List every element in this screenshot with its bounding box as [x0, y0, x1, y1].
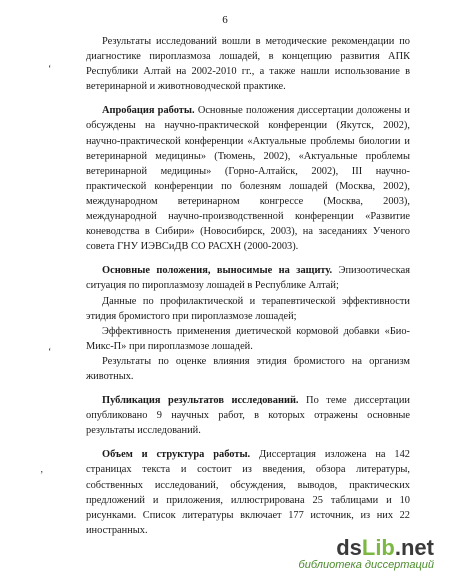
page-number: 6: [222, 14, 228, 26]
margin-mark-1: ‘: [48, 64, 52, 75]
paragraph-impact: Результаты по оценке влияния этидия бромистого на организм животных.: [86, 355, 410, 382]
heading-publications: Публикация результатов исследований.: [102, 395, 299, 407]
heading-approbation: Апробация работы.: [102, 105, 195, 117]
paragraph-efficacy-data: Данные по профилактической и терапевтической эффективности этидия бромистого при пироплазмозе лошадей;: [86, 295, 410, 322]
margin-mark-2: ʻ: [48, 347, 52, 358]
document-body: [86, 34, 410, 538]
paragraph-results-usage: Результаты исследований вошли в методические рекомендации по диагностике пироплазмоза лошадей, в концепцию развития АПК Республики Алтай на 2002-2010 гг., а также нашли использование в ветеринарной и животноводческой практике.: [86, 36, 410, 93]
paragraph-supplement: Эффективность применения диетической кормовой добавки «Био-Микс-П» при пироплазмозе лошадей.: [86, 325, 410, 352]
watermark-subtitle: библиотека диссертаций: [298, 559, 434, 571]
watermark-logo: dsLib.net: [336, 535, 434, 560]
heading-structure: Объем и структура работы.: [102, 449, 251, 461]
paragraph-structure: Объем и структура работы. Диссертация изложена на 142 страницах текста и состоит из введения, обзора литературы, собственных исследований, обсуждения, выводов, практических предложений и приложения, иллюстрирована 25 таблицами и 10 рисунками. Список литературы включает 177 источник, из них 22 иностранных.: [86, 449, 410, 536]
watermark: [299, 537, 434, 571]
heading-defense-points: Основные положения, выносимые на защиту.: [102, 265, 333, 277]
margin-mark-3: ’: [40, 470, 44, 481]
paragraph-publications: Публикация результатов исследований. По теме диссертации опубликовано 9 научных работ, в которых отражены основные результаты исследований.: [86, 395, 410, 437]
paragraph-defense-points: Основные положения, выносимые на защиту. Эпизоотическая ситуация по пироплазмозу лошадей в Республике Алтай;: [86, 265, 410, 292]
paragraph-approbation: Апробация работы. Основные положения диссертации доложены и обсуждены на научно-практической конференции (Якутск, 2002), научно-практической конференции «Актуальные проблемы биологии и ветеринарной медицины» (Тюмень, 2002), «Актуальные проблемы ветеринарной медицины» (Горно-Алтайск, 2002), III научно-практической конференции по болезням лошадей (Москва, 2002), международном ветеринарном конгрессе (Москва, 2003), международной научно-производственной конференции «Развитие коневодства в Сибири» (Новосибирск, 2003), на заседаниях Ученого совета ГНУ ИЭВСиДВ СО РАСХН (2000-2003).: [86, 105, 410, 253]
